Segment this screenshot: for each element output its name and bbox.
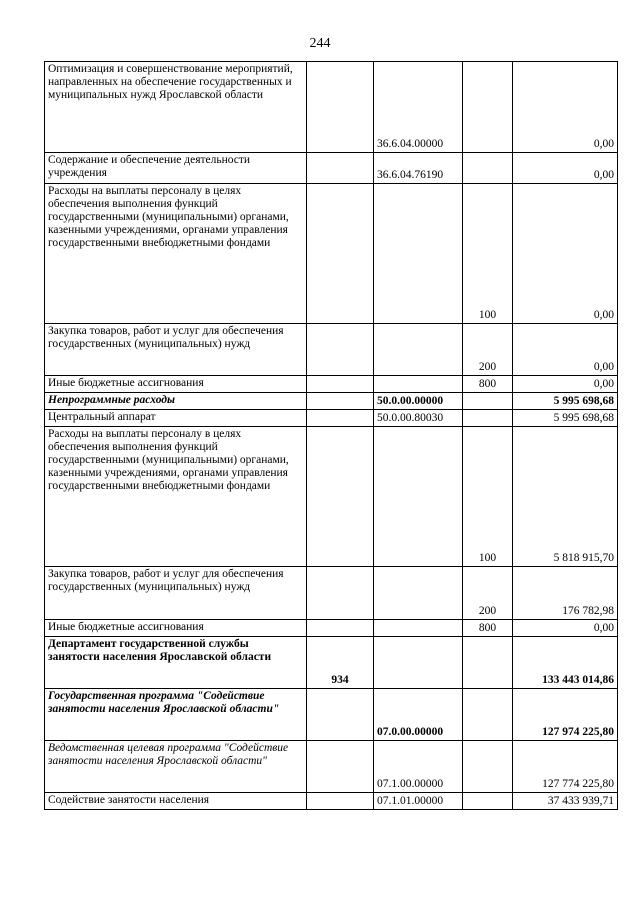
row-code — [374, 376, 463, 393]
row-vr: 200 — [463, 324, 513, 376]
row-code: 07.0.00.00000 — [374, 689, 463, 741]
row-sum: 127 974 225,80 — [513, 689, 618, 741]
row-vr: 800 — [463, 620, 513, 637]
row-dept — [307, 689, 374, 741]
row-vr: 100 — [463, 427, 513, 567]
row-sum: 37 433 939,71 — [513, 793, 618, 810]
row-sum: 5 818 915,70 — [513, 427, 618, 567]
table-row — [45, 620, 618, 637]
budget-table — [44, 61, 618, 810]
row-sum: 0,00 — [513, 62, 618, 153]
table-row — [45, 153, 618, 184]
row-vr — [463, 410, 513, 427]
row-sum: 0,00 — [513, 184, 618, 324]
row-name: Государственная программа "Содействие занятости населения Ярославской области" — [45, 689, 307, 741]
page-number: 244 — [309, 36, 331, 51]
row-vr — [463, 793, 513, 810]
row-sum: 0,00 — [513, 153, 618, 184]
row-dept — [307, 793, 374, 810]
row-sum: 0,00 — [513, 324, 618, 376]
row-name: Ведомственная целевая программа "Содействие занятости населения Ярославской области" — [45, 741, 307, 793]
table-row — [45, 427, 618, 567]
row-dept — [307, 567, 374, 620]
row-sum: 127 774 225,80 — [513, 741, 618, 793]
row-name: Иные бюджетные ассигнования — [45, 620, 307, 637]
row-name: Центральный аппарат — [45, 410, 307, 427]
table-row — [45, 689, 618, 741]
row-code: 07.1.00.00000 — [374, 741, 463, 793]
table-row — [45, 184, 618, 324]
row-dept — [307, 620, 374, 637]
row-code: 50.0.00.00000 — [374, 393, 463, 410]
row-name: Содержание и обеспечение деятельности учреждения — [45, 153, 307, 184]
row-dept — [307, 427, 374, 567]
row-dept — [307, 324, 374, 376]
table-row — [45, 62, 618, 153]
row-vr — [463, 393, 513, 410]
row-vr: 100 — [463, 184, 513, 324]
row-vr — [463, 153, 513, 184]
row-vr — [463, 741, 513, 793]
row-code — [374, 184, 463, 324]
row-dept — [307, 184, 374, 324]
row-code — [374, 620, 463, 637]
row-code: 36.6.04.00000 — [374, 62, 463, 153]
row-dept — [307, 393, 374, 410]
row-vr — [463, 637, 513, 689]
row-dept — [307, 410, 374, 427]
row-code: 50.0.00.80030 — [374, 410, 463, 427]
row-dept: 934 — [307, 637, 374, 689]
row-dept — [307, 741, 374, 793]
table-row — [45, 410, 618, 427]
table-row — [45, 376, 618, 393]
row-sum: 0,00 — [513, 376, 618, 393]
table-row — [45, 567, 618, 620]
row-code — [374, 324, 463, 376]
row-name: Закупка товаров, работ и услуг для обеспечения государственных (муниципальных) нужд — [45, 567, 307, 620]
row-code: 36.6.04.76190 — [374, 153, 463, 184]
row-code — [374, 567, 463, 620]
row-name: Иные бюджетные ассигнования — [45, 376, 307, 393]
row-code — [374, 427, 463, 567]
table-row — [45, 324, 618, 376]
table-row — [45, 393, 618, 410]
row-vr: 800 — [463, 376, 513, 393]
row-sum: 5 995 698,68 — [513, 410, 618, 427]
row-dept — [307, 153, 374, 184]
row-name: Расходы на выплаты персоналу в целях обеспечения выполнения функций государственными (муниципальными) органами, казенными учреждениями, органами управления государственными внебюджетными фондами — [45, 427, 307, 567]
table-row — [45, 637, 618, 689]
row-name: Непрограммные расходы — [45, 393, 307, 410]
row-code — [374, 637, 463, 689]
table-row — [45, 793, 618, 810]
row-vr: 200 — [463, 567, 513, 620]
row-name: Закупка товаров, работ и услуг для обеспечения государственных (муниципальных) нужд — [45, 324, 307, 376]
row-vr — [463, 62, 513, 153]
row-dept — [307, 62, 374, 153]
row-code: 07.1.01.00000 — [374, 793, 463, 810]
row-sum: 133 443 014,86 — [513, 637, 618, 689]
row-name: Содействие занятости населения — [45, 793, 307, 810]
row-name: Департамент государственной службы занятости населения Ярославской области — [45, 637, 307, 689]
row-name: Расходы на выплаты персоналу в целях обеспечения выполнения функций государственными (муниципальными) органами, казенными учреждениями, органами управления государственными внебюджетными фондами — [45, 184, 307, 324]
row-sum: 5 995 698,68 — [513, 393, 618, 410]
row-sum: 176 782,98 — [513, 567, 618, 620]
row-dept — [307, 376, 374, 393]
row-sum: 0,00 — [513, 620, 618, 637]
row-name: Оптимизация и совершенствование мероприятий, направленных на обеспечение государственных и муниципальных нужд Ярославской области — [45, 62, 307, 153]
row-vr — [463, 689, 513, 741]
table-row — [45, 741, 618, 793]
